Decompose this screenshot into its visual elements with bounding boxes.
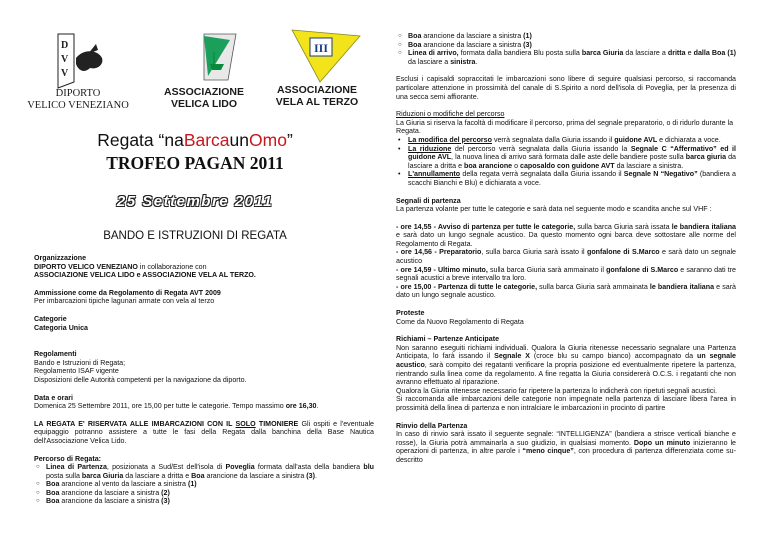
text-run: Poveglia: [225, 463, 255, 472]
paragraph: [396, 344, 736, 387]
text-run: formata dall'asta della bandiera: [254, 463, 364, 472]
text-run: arancione da lasciare a sinistra: [59, 488, 162, 497]
logo-dvv: [18, 30, 138, 110]
list-item: [34, 497, 374, 506]
text-run: Linea di arrivo,: [408, 49, 459, 58]
text-run: e sarà dato un lungo segnale acustico.: [396, 282, 736, 300]
text-run: .: [314, 471, 317, 480]
logo-avl: [148, 30, 260, 110]
right-column: [396, 32, 736, 465]
title-un: un: [229, 130, 249, 150]
riservata-paragraph: [34, 420, 374, 446]
text-run: - ore 14,55 - Avviso di partenza per tutte le categorie,: [396, 222, 576, 231]
logo-avt: [262, 26, 372, 112]
list-item: [34, 489, 374, 498]
text-run: , posizionata a Sud/Est dell'isola di: [106, 463, 226, 472]
ris-solo: SOLO: [235, 419, 256, 428]
text-run: le bandiera italiana: [649, 282, 715, 291]
seg-line-1: La partenza volante per tutte le categorie e sarà data nel seguente modo e scandita anche sul VHF :: [396, 205, 712, 214]
text-run: , sulla barca Giuria sarà issato il: [481, 248, 587, 257]
list-item: [396, 170, 736, 187]
text-run: (1): [523, 32, 532, 40]
text-run: da lasciare a: [623, 49, 668, 58]
text-run: gonfalone di S.Marco: [606, 265, 679, 274]
text-run: (bandiera a scacchi Bianchi e Blu) e dichiarata a voce.: [408, 170, 737, 187]
ris-c: Gli ospiti e l'eventuale equipaggio potranno assistere a tutte le fasi della Regata dalla banchina della Base Nautica dell'Associazione Velica Lido.: [34, 419, 374, 445]
dat-text: Domenica 25 Settembre 2011, ore 15,00 per tutte le categorie. Tempo massimo: [34, 402, 286, 411]
text-run: (1): [187, 480, 197, 489]
avt-roman-numeral: III: [314, 41, 329, 55]
text-run: o: [512, 161, 520, 170]
dvv-letter-v1: V: [61, 54, 69, 65]
text-run: verrà segnalata dalla Giuria issando il: [491, 135, 615, 144]
seg-paragraphs: [396, 223, 736, 300]
reg-heading: Regolamenti: [34, 350, 77, 359]
dvv-letter-v2: V: [61, 68, 69, 79]
org-line-2: ASSOCIAZIONE VELICA LIDO e ASSOCIAZIONE VELA AL TERZO.: [34, 271, 256, 280]
text-run: “meno cinque”: [522, 447, 574, 456]
text-run: arancione da lasciare a sinistra: [421, 32, 524, 40]
dvv-letter-d: D: [61, 40, 69, 51]
cat-heading: Categorie: [34, 314, 67, 323]
rid-heading: Riduzioni o modifiche del percorso: [396, 110, 505, 119]
text-run: e saranno dati tre segnali acustici a breve intervallo tra loro.: [396, 265, 736, 283]
org-collab: in collaborazione con: [137, 262, 207, 271]
dvv-emblem-icon: [18, 30, 138, 90]
cat-line-1: Categoria Unica: [34, 323, 89, 332]
paragraph: [396, 395, 736, 412]
text-run: del percorso verrà segnalata dalla Giuria issando la: [451, 144, 631, 153]
text-run: La modifica del percorso: [408, 135, 492, 144]
text-run: arancione da lasciare a sinistra: [421, 40, 524, 49]
text-run: La riduzione: [408, 144, 452, 153]
rin-paragraph: [396, 430, 736, 464]
paragraph: [396, 283, 736, 300]
text-run: Segnale X: [494, 352, 530, 361]
text-run: (3): [161, 497, 170, 506]
text-run: guidone AVL: [614, 135, 658, 144]
list-item: [396, 32, 736, 41]
text-run: (3): [523, 40, 532, 49]
list-item: [34, 463, 374, 480]
list-item: [396, 49, 736, 66]
text-run: gonfalone di S.Marco: [586, 248, 660, 257]
text-run: dalla Boa (1): [693, 49, 737, 58]
avt-emblem-icon: [262, 26, 372, 84]
reg-line-1: Bando e Istruzioni di Regata;: [34, 358, 126, 367]
text-run: (2): [161, 488, 170, 497]
pro-heading: Proteste: [396, 309, 425, 318]
left-column: [34, 254, 374, 506]
text-run: (croce blu su campo bianco) accompagnato da: [529, 352, 697, 361]
ris-a: LA REGATA E' RISERVATA ALLE IMBARCAZIONI CON IL: [34, 419, 236, 428]
text-run: sinistra: [450, 57, 476, 66]
text-run: un segnale acustico: [396, 352, 736, 369]
text-run: e sarà dato un segnale acustico: [396, 248, 736, 266]
text-run: barca Giuria: [81, 471, 124, 480]
text-run: da lasciare a: [408, 57, 451, 66]
ric-heading: Richiami – Partenze Anticipate: [396, 335, 500, 344]
text-run: , con procedura di partenza differenziata come su-descritto: [396, 447, 736, 464]
title-post: ”: [286, 130, 293, 150]
org-dvv: DIPORTO VELICO VENEZIANO: [34, 262, 138, 271]
dvv-name: DIPORTO VELICO VENEZIANO: [27, 88, 129, 111]
title-barca: Barca: [183, 130, 230, 150]
paragraph: [396, 387, 736, 396]
ric-paragraphs: [396, 344, 736, 413]
text-run: della regata verrà segnalata dalla Giuria issando il: [460, 170, 624, 179]
text-run: Boa: [408, 32, 422, 40]
text-run: inizieranno le operazioni di partenza, in altre parole i: [396, 438, 737, 456]
text-run: Boa: [191, 471, 205, 480]
list-item: [396, 145, 736, 171]
list-item: [34, 480, 374, 489]
text-run: L'annullamento: [408, 170, 461, 179]
text-run: e: [685, 49, 694, 58]
title-omo: Omo: [249, 130, 287, 150]
amm-heading: Ammissione come da Regolamento di Regata AVT 2009: [34, 288, 221, 297]
text-run: Boa: [46, 480, 60, 489]
text-run: (3): [306, 471, 315, 480]
text-run: Non saranno eseguiti richiami individuali. Qualora la Giuria ritenesse necessario segnalare una Partenza Anticipata, lo farà issando il: [396, 343, 736, 361]
perc-heading: Percorso di Regata:: [34, 454, 102, 463]
reg-line-3: Disposizioni delle Autorità competenti per la navigazione da diporto.: [34, 375, 247, 384]
text-run: da lasciare a sinistra.: [614, 161, 684, 170]
amm-line-1: Per imbarcazioni tipiche lagunari armate con vela al terzo: [34, 297, 215, 306]
text-run: Boa: [46, 497, 60, 506]
text-run: da lasciare a dritta e: [408, 153, 736, 170]
avt-name: ASSOCIAZIONE VELA AL TERZO: [275, 84, 359, 108]
text-run: e dichiarata a voce.: [657, 135, 721, 144]
ris-b: TIMONIERE: [255, 419, 299, 428]
text-run: e sarà dato un lungo segnale acustico. Da questo momento ogni barca deve sottostare alle norme del Regolamento di Regata.: [396, 231, 736, 248]
text-run: arancione da lasciare a sinistra: [204, 471, 307, 480]
text-run: sulla barca Giuria sarà ammainata: [537, 282, 650, 291]
text-run: boa arancione: [464, 161, 513, 170]
pro-line-1: Come da Nuovo Regolamento di Regata: [396, 317, 524, 326]
paragraph: [396, 248, 736, 265]
rin-heading: Rinvio della Partenza: [396, 421, 468, 430]
esclusi-paragraph: Esclusi i capisaldi sopraccitati le imbarcazioni sono libere di seguire qualsiasi percorso, si raccomanda particolare attenzione in prossimità del canale di S.Spirito a nord dell'isola di Poveglia, per la presenza di una secca semi affiorante.: [396, 75, 736, 101]
text-run: Dopo un minuto: [633, 438, 691, 447]
regatta-title: [20, 130, 370, 150]
dat-line-1: [34, 402, 374, 411]
reg-line-2: Regolamento ISAF vigente: [34, 367, 119, 376]
text-run: .: [475, 57, 478, 66]
text-run: barca Giuria: [581, 49, 624, 58]
text-run: dritta: [667, 49, 686, 58]
org-heading: Organizzazione: [34, 254, 87, 262]
trofeo-title: TROFEO PAGAN 2011: [106, 153, 284, 173]
rid-line-1: La Giuria si riserva la facoltà di modificare il percorso, prima del segnale preparatorio, o di ridurlo durante la Regata.: [396, 118, 734, 136]
list-item: [396, 136, 736, 145]
text-run: - ore 15,00 - Partenza di tutte le categorie,: [396, 282, 538, 291]
paragraph: [396, 223, 736, 249]
avl-name: ASSOCIAZIONE VELICA LIDO: [164, 86, 244, 110]
avl-emblem-icon: [148, 30, 260, 90]
paragraph: [396, 266, 736, 283]
rid-list: [396, 136, 736, 188]
text-run: le bandiera italiana: [671, 222, 736, 231]
text-run: blu: [363, 463, 374, 472]
text-run: sulla barca Giuria sarà issata: [575, 222, 672, 231]
text-run: barca giuria: [685, 153, 727, 162]
text-run: Linea di Partenza: [46, 463, 107, 472]
org-line-1: [34, 263, 374, 272]
dat-limit: ore 16,30: [285, 402, 317, 411]
dat-dot: .: [316, 402, 319, 411]
dat-heading: Data e orari: [34, 393, 74, 402]
text-run: Qualora la Giuria ritenesse necessario far ripetere la partenza lo indicherà con ripetuti segnali acustici.: [396, 386, 717, 395]
text-run: , la nuova linea di arrivo sarà formata dalle aste delle bandiere poste sulla: [451, 153, 686, 162]
text-run: - ore 14,56 - Preparatorio: [396, 248, 482, 257]
text-run: da lasciare a dritta e: [123, 471, 192, 480]
text-run: Boa: [46, 488, 60, 497]
text-run: arancione al vento da lasciare a sinistra: [59, 480, 188, 489]
title-pre: Regata “na: [97, 130, 184, 150]
text-run: sulla barca Giuria sarà ammainato il: [487, 265, 607, 274]
text-run: posta sulla: [46, 471, 82, 480]
text-run: Segnale N “Negativo”: [623, 170, 698, 179]
perc-list: [34, 463, 374, 506]
text-run: caposaldo con guidone AVT: [520, 161, 615, 170]
text-run: arancione da lasciare a sinistra: [59, 497, 162, 506]
seg-heading: Segnali di partenza: [396, 196, 461, 205]
event-date: 25 Settembre 2011: [116, 193, 274, 210]
text-run: - ore 14,59 - Ultimo minuto,: [396, 265, 488, 274]
text-run: In caso di rinvio sarà issato il seguente segnale: “INTELLIGENZA” (bandiera a strisce verticali bianche e rosse), la Giuria potrà ammainarla a suo giudizio, in qualsiasi momento.: [396, 430, 736, 447]
list-item: [396, 41, 736, 50]
top-course-list: [396, 32, 736, 66]
text-run: Boa: [408, 40, 422, 49]
text-run: formata dalla bandiera Blu posta sulla: [458, 49, 582, 58]
text-run: Segnale C “Affermativo” ed il guidone AVL: [408, 144, 736, 162]
text-run: , sarà compito dei regatanti verificare la propria posizione ed eventualmente ripetere la partenza, rientrando sulla linea come da regolamento. A fine regatta la Giuria considererà O.C.S. i regatanti che non avranno effettuato al riparazione.: [396, 361, 736, 387]
bando-title: BANDO E ISTRUZIONI DI REGATA: [103, 230, 287, 242]
text-run: Si raccomanda alle imbarcazioni delle categorie non impegnate nella partenza di lasciare libera l'area in prossimità della linea di partenza e non intralciare le imbarcazioni in procinto di partire: [396, 395, 736, 412]
